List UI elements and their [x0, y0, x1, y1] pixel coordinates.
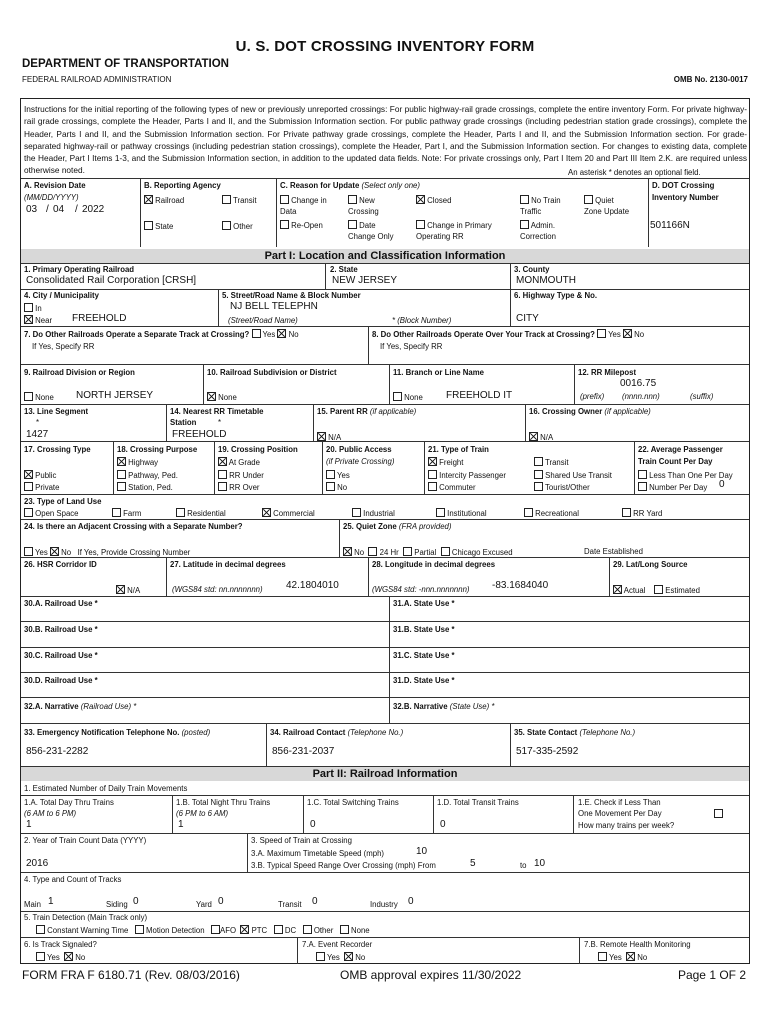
- f23-open-label: Open Space: [35, 509, 79, 518]
- reason-date-checkbox[interactable]: [348, 220, 357, 229]
- f23-yard-label: RR Yard: [633, 509, 663, 518]
- f19-over-checkbox[interactable]: [218, 482, 227, 491]
- q5-afo-checkbox[interactable]: [211, 925, 220, 934]
- q4-main-label: Main: [24, 900, 41, 909]
- f7-specify: If Yes, Specify RR: [32, 342, 95, 351]
- f35-hint: (Telephone No.): [579, 728, 636, 737]
- revision-date-label: A. Revision Date: [24, 181, 86, 190]
- q1c-label: 1.C. Total Switching Trains: [307, 798, 399, 807]
- f23-rec-label: Recreational: [535, 509, 579, 518]
- f34-label: 34. Railroad Contact: [270, 728, 346, 737]
- f32a-label[interactable]: 32.A. Narrative: [24, 702, 79, 711]
- f22-number-label: Number Per Day: [649, 483, 708, 492]
- f1-label: 1. Primary Operating Railroad: [24, 265, 135, 274]
- f20-label: 20. Public Access: [326, 445, 392, 454]
- reason-new-label-2: Crossing: [348, 207, 379, 216]
- part2-title: Part II: Railroad Information: [21, 767, 749, 781]
- f25-date-established: Date Established: [584, 547, 643, 556]
- f24-yes-checkbox[interactable]: [24, 547, 33, 556]
- f4-in-checkbox[interactable]: [24, 303, 33, 312]
- f4-near-checkbox[interactable]: [24, 315, 33, 324]
- reporting-agency-label: B. Reporting Agency: [144, 181, 221, 190]
- f16-label: 16. Crossing Owner: [529, 407, 603, 416]
- f19-under-checkbox[interactable]: [218, 470, 227, 479]
- q6-no-checkbox[interactable]: [64, 952, 73, 961]
- f29-estimated-label: Estimated: [665, 586, 700, 595]
- f8-no-checkbox[interactable]: [623, 329, 632, 338]
- f7-yes-label: Yes: [262, 330, 276, 339]
- f23-farm-label: Farm: [123, 509, 142, 518]
- q5-label: 5. Train Detection (Main Track only): [24, 913, 148, 922]
- f25-24hr-label: 24 Hr: [379, 548, 399, 557]
- f17-label: 17. Crossing Type: [24, 445, 91, 454]
- q7a-no-checkbox[interactable]: [344, 952, 353, 961]
- f18-pathway-checkbox[interactable]: [117, 470, 126, 479]
- reason-no-train-label: No Train: [531, 196, 561, 205]
- f30b-label[interactable]: 30.B. Railroad Use *: [24, 625, 98, 634]
- reason-quiet-label-2: Zone Update: [584, 207, 630, 216]
- f12-value[interactable]: 0016.75: [620, 378, 657, 389]
- reason-reopen-label: Re-Open: [291, 221, 323, 230]
- q4-industry-value[interactable]: 0: [408, 896, 414, 907]
- f7-no-label: No: [288, 330, 299, 339]
- q5-ptc-checkbox[interactable]: [240, 925, 249, 934]
- reason-no-train-label-2: Traffic: [520, 207, 542, 216]
- f15-hint: (if applicable): [369, 407, 417, 416]
- f9-label: 9. Railroad Division or Region: [24, 368, 135, 377]
- f30c-label[interactable]: 30.C. Railroad Use *: [24, 651, 98, 660]
- f35-value[interactable]: 517-335-2592: [516, 746, 579, 757]
- q1a-hint: (6 AM to 6 PM): [24, 809, 77, 818]
- f23-comm-checkbox[interactable]: [262, 508, 271, 517]
- q4-label: 4. Type and Count of Tracks: [24, 875, 122, 884]
- f4-value[interactable]: FREEHOLD: [72, 313, 127, 324]
- f23-res-label: Residential: [187, 509, 226, 518]
- reason-quiet-label: Quiet: [595, 196, 614, 205]
- f23-ind-label: Industrial: [363, 509, 395, 518]
- department-name: DEPARTMENT OF TRANSPORTATION: [22, 58, 229, 70]
- f5-hint-block: * (Block Number): [392, 316, 452, 325]
- f9-value[interactable]: NORTH JERSEY: [76, 390, 154, 401]
- f32b-label[interactable]: 32.B. Narrative: [393, 702, 448, 711]
- f10-none-checkbox[interactable]: [207, 392, 216, 401]
- q1c-value[interactable]: 0: [310, 819, 316, 830]
- f21-intercity-checkbox[interactable]: [428, 470, 437, 479]
- q5-none-checkbox[interactable]: [340, 925, 349, 934]
- q1e-label-3: How many trains per week?: [578, 821, 675, 830]
- f22-value[interactable]: 0: [719, 479, 725, 490]
- f31a-label[interactable]: 31.A. State Use *: [393, 599, 455, 608]
- f14-label: 14. Nearest RR Timetable: [170, 407, 264, 416]
- f15-label: 15. Parent RR: [317, 407, 368, 416]
- f33-hint: (posted): [181, 728, 211, 737]
- f25-chicago-label: Chicago Excused: [451, 548, 513, 557]
- q1e-label: 1.E. Check if Less Than: [578, 798, 661, 807]
- q5-afo-label: AFO: [220, 926, 237, 935]
- f26-na-label: N/A: [127, 586, 141, 595]
- f32b-hint: (State Use) *: [449, 702, 495, 711]
- f14-star: *: [218, 418, 222, 427]
- q4-yard-value[interactable]: 0: [218, 896, 224, 907]
- q6-no-label: No: [75, 953, 86, 962]
- f3-value[interactable]: MONMOUTH: [516, 275, 576, 286]
- f21-shared-label: Shared Use Transit: [545, 471, 612, 480]
- f6-label: 6. Highway Type & No.: [514, 291, 598, 300]
- q5-ptc-label: PTC: [251, 926, 268, 935]
- f10-label: 10. Railroad Subdivision or District: [207, 368, 337, 377]
- reason-change-data-checkbox[interactable]: [280, 195, 289, 204]
- f23-farm-checkbox[interactable]: [112, 508, 121, 517]
- page-number: Page 1 OF 2: [677, 968, 746, 982]
- f18-highway-label: Highway: [128, 458, 159, 467]
- f17-public-label: Public: [35, 471, 57, 480]
- q4-siding-label: Siding: [106, 900, 128, 909]
- f19-atgrade-checkbox[interactable]: [218, 457, 227, 466]
- reason-closed-label: Closed: [427, 196, 452, 205]
- q5-other-checkbox[interactable]: [303, 925, 312, 934]
- f19-label: 19. Crossing Position: [218, 445, 298, 454]
- f12-suffix-hint: (suffix): [690, 392, 714, 401]
- f2-value[interactable]: NEW JERSEY: [332, 275, 398, 286]
- omb-number: OMB No. 2130-0017: [673, 75, 748, 84]
- f35-label: 35. State Contact: [514, 728, 578, 737]
- q7b-label: 7.B. Remote Health Monitoring: [584, 940, 691, 949]
- agency-other-checkbox[interactable]: [222, 221, 231, 230]
- q4-industry-label: Industry: [370, 900, 398, 909]
- q1b-value[interactable]: 1: [178, 819, 184, 830]
- q1d-value[interactable]: 0: [440, 819, 446, 830]
- reason-no-train-checkbox[interactable]: [520, 195, 529, 204]
- reason-closed-checkbox[interactable]: [416, 195, 425, 204]
- q3a-value[interactable]: 10: [416, 846, 428, 857]
- q2-value[interactable]: 2016: [26, 858, 49, 869]
- f33-label: 33. Emergency Notification Telephone No.: [24, 728, 180, 737]
- f25-24hr-checkbox[interactable]: [368, 547, 377, 556]
- f11-none-checkbox[interactable]: [393, 392, 402, 401]
- form-id: FORM FRA F 6180.71 (Rev. 08/03/2016): [22, 968, 240, 982]
- reason-primary-label-2: Operating RR: [416, 232, 464, 241]
- f11-label: 11. Branch or Line Name: [393, 368, 484, 377]
- f9-none-label: None: [35, 393, 54, 402]
- f5-value[interactable]: NJ BELL TELEPHN: [230, 301, 318, 312]
- f23-inst-label: Institutional: [447, 509, 487, 518]
- f25-label: 25. Quiet Zone: [343, 522, 397, 531]
- agency-railroad-checkbox[interactable]: [144, 195, 153, 204]
- f4-in-label: In: [35, 304, 42, 313]
- f17-public-checkbox[interactable]: [24, 470, 33, 479]
- q6-label: 6. Is Track Signaled?: [24, 940, 97, 949]
- instructions: Instructions for the initial reporting of the following types of new or previously unreported crossings: For public highway-rail grade crossings, complete the entire inventory Form. For private highway-rail grade crossings, complete the Header, Parts I and II, and the Submission Information section. For public pathway grade crossings (including pedestrian station grade crossings), complete the Header, Parts I and II, and the Submission Information section. For Private pathway grade crossings, complete the Header, Parts I and II, and the Submission Information section. For grade-separated highway-rail or pathway crossings (including pedestrian station crossings), complete the Header, Part I, and the Submission Information section. For changes to existing data, complete the Header, Part I Items 1-3, and the Submission Information section, in addition to the updated data fields. Note: For private crossings only, Part I Item 20 and Part III Item 2.K. are required unless otherwise noted.: [24, 104, 747, 176]
- agency-railroad-label: Railroad: [155, 196, 185, 205]
- f19-atgrade-label: At Grade: [228, 458, 260, 467]
- reason-admin-label-2: Correction: [520, 232, 556, 241]
- f23-rec-checkbox[interactable]: [524, 508, 533, 517]
- f12-prefix-hint: (prefix): [580, 392, 605, 401]
- f8-yes-label: Yes: [608, 330, 621, 339]
- q4-transit-label: Transit: [278, 900, 302, 909]
- f17-private-checkbox[interactable]: [24, 482, 33, 491]
- f18-station-checkbox[interactable]: [117, 482, 126, 491]
- reason-new-label: New: [359, 196, 375, 205]
- reason-date-label-2: Change Only: [348, 232, 394, 241]
- q3b-to-label: to: [520, 861, 527, 870]
- q1a-label: 1.A. Total Day Thru Trains: [24, 798, 114, 807]
- q7b-yes-checkbox[interactable]: [598, 952, 607, 961]
- f25-chicago-checkbox[interactable]: [441, 547, 450, 556]
- f21-commuter-checkbox[interactable]: [428, 482, 437, 491]
- f22-number-checkbox[interactable]: [638, 482, 647, 491]
- f20-yes-checkbox[interactable]: [326, 470, 335, 479]
- reason-new-checkbox[interactable]: [348, 195, 357, 204]
- q5-md-label: Motion Detection: [146, 926, 205, 935]
- f33-value[interactable]: 856-231-2282: [26, 746, 89, 757]
- reason-primary-checkbox[interactable]: [416, 220, 425, 229]
- q5-cwt-label: Constant Warning Time: [47, 926, 129, 935]
- f19-over-label: RR Over: [229, 483, 260, 492]
- f4-near-label: Near: [35, 316, 53, 325]
- reason-primary-label: Change in Primary: [427, 221, 492, 230]
- f22-label: 22. Average Passenger: [638, 445, 723, 454]
- q6-yes-checkbox[interactable]: [36, 952, 45, 961]
- q7a-yes-label: Yes: [327, 953, 340, 962]
- f21-commuter-label: Commuter: [439, 483, 476, 492]
- q5-md-checkbox[interactable]: [135, 925, 144, 934]
- f8-yes-checkbox[interactable]: [597, 329, 606, 338]
- q5-other-label: Other: [313, 926, 334, 935]
- f19-under-label: RR Under: [229, 471, 264, 480]
- f28-hint: (WGS84 std: -nnn.nnnnnnn): [372, 585, 470, 594]
- f27-label: 27. Latitude in decimal degrees: [170, 560, 286, 569]
- dot-number-label-2: Inventory Number: [652, 193, 719, 202]
- f16-na-checkbox[interactable]: [529, 432, 538, 441]
- f18-station-label: Station, Ped.: [128, 483, 173, 492]
- q1b-label: 1.B. Total Night Thru Trains: [176, 798, 271, 807]
- revision-date-format: (MM/DD/YYYY): [24, 193, 79, 202]
- f11-value[interactable]: FREEHOLD IT: [446, 390, 513, 401]
- q1e-checkbox[interactable]: [714, 809, 723, 818]
- f29-actual-label: Actual: [623, 586, 646, 595]
- f20-no-label: No: [337, 483, 348, 492]
- f24-no-label: No: [61, 548, 72, 557]
- f13-label: 13. Line Segment: [24, 407, 89, 416]
- q7a-no-label: No: [355, 953, 366, 962]
- q3b-from[interactable]: 5: [470, 858, 476, 869]
- reason-admin-label: Admin.: [530, 221, 556, 230]
- f15-na-label: N/A: [328, 433, 342, 442]
- q7a-yes-checkbox[interactable]: [316, 952, 325, 961]
- q1a-value[interactable]: 1: [26, 819, 32, 830]
- f25-no-checkbox[interactable]: [343, 547, 352, 556]
- asterisk-note: An asterisk * denotes an optional field.: [568, 168, 701, 177]
- f21-tourist-label: Tourist/Other: [545, 483, 590, 492]
- dot-number-value[interactable]: 501166N: [650, 220, 690, 231]
- f8-no-label: No: [634, 330, 645, 339]
- f24-provide-label: If Yes, Provide Crossing Number: [77, 548, 191, 557]
- f29-actual-checkbox[interactable]: [613, 585, 622, 594]
- f21-transit-label: Transit: [545, 458, 569, 467]
- f27-hint: (WGS84 std: nn.nnnnnnn): [172, 585, 263, 594]
- f28-value[interactable]: -83.1684040: [492, 580, 549, 591]
- f23-ind-checkbox[interactable]: [352, 508, 361, 517]
- f5-hint-street: (Street/Road Name): [228, 316, 298, 325]
- f4-label: 4. City / Municipality: [24, 291, 99, 300]
- f3-label: 3. County: [514, 265, 550, 274]
- f22-label-2: Train Count Per Day: [638, 457, 713, 466]
- f21-transit-checkbox[interactable]: [534, 457, 543, 466]
- revision-month[interactable]: 03: [26, 204, 38, 215]
- f25-partial-checkbox[interactable]: [403, 547, 412, 556]
- agency-transit-label: Transit: [233, 196, 257, 205]
- reason-hint: (Select only one): [361, 181, 420, 190]
- f8-label: 8. Do Other Railroads Operate Over Your Track at Crossing?: [372, 330, 595, 339]
- f23-inst-checkbox[interactable]: [436, 508, 445, 517]
- q4-main-value[interactable]: 1: [48, 896, 54, 907]
- f15-na-checkbox[interactable]: [317, 432, 326, 441]
- f14-value[interactable]: FREEHOLD: [172, 429, 227, 440]
- f13-star: *: [36, 418, 40, 427]
- q5-dc-label: DC: [284, 926, 297, 935]
- f25-hint: (FRA provided): [398, 522, 452, 531]
- q1d-label: 1.D. Total Transit Trains: [437, 798, 519, 807]
- f13-value[interactable]: 1427: [26, 429, 49, 440]
- f25-no-label: No: [354, 548, 365, 557]
- reason-label: C. Reason for Update: [280, 181, 360, 190]
- f23-res-checkbox[interactable]: [176, 508, 185, 517]
- f24-yes-label: Yes: [35, 548, 48, 557]
- f17-private-label: Private: [35, 483, 60, 492]
- f20-yes-label: Yes: [337, 471, 350, 480]
- q5-dc-checkbox[interactable]: [274, 925, 283, 934]
- f30a-label[interactable]: 30.A. Railroad Use *: [24, 599, 98, 608]
- f21-label: 21. Type of Train: [428, 445, 489, 454]
- f11-none-label: None: [404, 393, 423, 402]
- f29-estimated-checkbox[interactable]: [654, 585, 663, 594]
- f23-open-checkbox[interactable]: [24, 508, 33, 517]
- q7b-no-checkbox[interactable]: [626, 952, 635, 961]
- f7-yes-checkbox[interactable]: [252, 329, 261, 338]
- reason-change-data-label-2: Data: [280, 207, 297, 216]
- f21-freight-checkbox[interactable]: [428, 457, 437, 466]
- f9-none-checkbox[interactable]: [24, 392, 33, 401]
- q1b-hint: (6 PM to 6 AM): [176, 809, 229, 818]
- q3b-to[interactable]: 10: [534, 858, 546, 869]
- f23-yard-checkbox[interactable]: [622, 508, 631, 517]
- q3b-label: 3.B. Typical Speed Range Over Crossing (mph) From: [251, 861, 436, 870]
- q3-label: 3. Speed of Train at Crossing: [251, 836, 352, 845]
- reason-reopen-checkbox[interactable]: [280, 220, 289, 229]
- q1e-label-2: One Movement Per Day: [578, 809, 662, 818]
- f22-less-checkbox[interactable]: [638, 470, 647, 479]
- reason-date-label: Date: [359, 221, 376, 230]
- f2-label: 2. State: [330, 265, 358, 274]
- agency-state-checkbox[interactable]: [144, 221, 153, 230]
- f21-intercity-label: Intercity Passenger: [439, 471, 506, 480]
- f29-label: 29. Lat/Long Source: [613, 560, 688, 569]
- agency-state-label: State: [155, 222, 174, 231]
- f32a-hint: (Railroad Use) *: [80, 702, 137, 711]
- f18-label: 18. Crossing Purpose: [117, 445, 198, 454]
- part1-title: Part I: Location and Classification Information: [21, 249, 749, 263]
- f26-na-checkbox[interactable]: [116, 585, 125, 594]
- f16-na-label: N/A: [540, 433, 554, 442]
- f24-no-checkbox[interactable]: [50, 547, 59, 556]
- f25-partial-label: Partial: [414, 548, 437, 557]
- f6-value[interactable]: CITY: [516, 313, 539, 324]
- f16-hint: (if applicable): [604, 407, 651, 416]
- f34-value[interactable]: 856-231-2037: [272, 746, 335, 757]
- f28-label: 28. Longitude in decimal degrees: [372, 560, 496, 569]
- administration-name: FEDERAL RAILROAD ADMINISTRATION: [22, 75, 172, 84]
- revision-day[interactable]: 04: [53, 204, 65, 215]
- f7-no-checkbox[interactable]: [277, 329, 286, 338]
- f21-shared-checkbox[interactable]: [534, 470, 543, 479]
- q7b-no-label: No: [637, 953, 648, 962]
- f10-none-label: None: [218, 393, 237, 402]
- f23-comm-label: Commercial: [273, 509, 315, 518]
- q1-label: 1. Estimated Number of Daily Train Movements: [24, 784, 188, 793]
- f22-less-label: Less Than One Per Day: [649, 471, 733, 480]
- q4-siding-value[interactable]: 0: [133, 896, 139, 907]
- f5-label: 5. Street/Road Name & Block Number: [222, 291, 361, 300]
- form-title: U. S. DOT CROSSING INVENTORY FORM: [235, 38, 535, 55]
- q7a-label: 7.A. Event Recorder: [302, 940, 373, 949]
- q7b-yes-label: Yes: [609, 953, 622, 962]
- reason-change-data-label: Change in: [291, 196, 327, 205]
- f31d-label[interactable]: 31.D. State Use *: [393, 676, 455, 685]
- agency-transit-checkbox[interactable]: [222, 195, 231, 204]
- revision-year[interactable]: 2022: [82, 204, 105, 215]
- q5-cwt-checkbox[interactable]: [36, 925, 45, 934]
- f34-hint: (Telephone No.): [347, 728, 404, 737]
- q6-yes-label: Yes: [47, 953, 60, 962]
- f1-value[interactable]: Consolidated Rail Corporation [CRSH]: [26, 275, 197, 286]
- q5-none-label: None: [350, 926, 370, 935]
- f18-pathway-label: Pathway, Ped.: [128, 471, 178, 480]
- f23-label: 23. Type of Land Use: [24, 497, 102, 506]
- dot-number-label: D. DOT Crossing: [652, 181, 715, 190]
- f14-label-2: Station: [170, 418, 197, 427]
- f30d-label[interactable]: 30.D. Railroad Use *: [24, 676, 98, 685]
- q3a-label: 3.A. Maximum Timetable Speed (mph): [251, 849, 385, 858]
- f27-value[interactable]: 42.1804010: [286, 580, 339, 591]
- f20-hint: (if Private Crossing): [326, 457, 395, 466]
- q2-label: 2. Year of Train Count Data (YYYY): [24, 836, 147, 845]
- reason-quiet-checkbox[interactable]: [584, 195, 593, 204]
- f26-label: 26. HSR Corridor ID: [24, 560, 97, 569]
- f31b-label[interactable]: 31.B. State Use *: [393, 625, 455, 634]
- q4-transit-value[interactable]: 0: [312, 896, 318, 907]
- f8-specify: If Yes, Specify RR: [380, 342, 443, 351]
- f7-label: 7. Do Other Railroads Operate a Separate Track at Crossing?: [24, 330, 250, 339]
- f24-label: 24. Is there an Adjacent Crossing with a Separate Number?: [24, 522, 243, 531]
- f20-no-checkbox[interactable]: [326, 482, 335, 491]
- q4-yard-label: Yard: [196, 900, 212, 909]
- f12-label: 12. RR Milepost: [578, 368, 637, 377]
- agency-other-label: Other: [233, 222, 253, 231]
- f12-number-hint: (nnnn.nnn): [622, 392, 660, 401]
- f21-freight-label: Freight: [439, 458, 464, 467]
- f18-highway-checkbox[interactable]: [117, 457, 126, 466]
- reason-admin-checkbox[interactable]: [520, 220, 529, 229]
- f21-tourist-checkbox[interactable]: [534, 482, 543, 491]
- f31c-label[interactable]: 31.C. State Use *: [393, 651, 455, 660]
- omb-expiration: OMB approval expires 11/30/2022: [340, 968, 522, 982]
